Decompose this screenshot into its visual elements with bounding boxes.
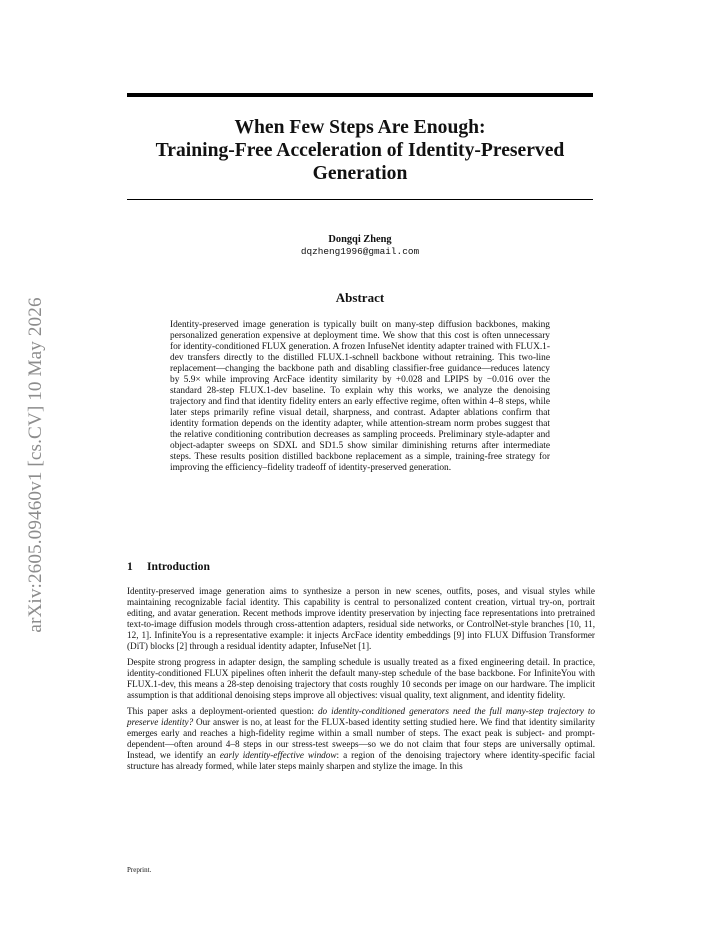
title-top-rule <box>127 93 593 97</box>
section-title: Introduction <box>147 560 210 573</box>
author-block <box>127 233 593 258</box>
footer-note: Preprint. <box>127 866 152 874</box>
section-number: 1 <box>127 560 133 573</box>
paragraph-3 <box>127 706 595 772</box>
key-term: early identity-effective window <box>219 750 337 760</box>
introduction-body <box>127 586 595 777</box>
paragraph-1: Identity-preserved image generation aims to synthesize a person in new scenes, outfits, poses, and visual styles while maintaining recognizable facial identity. This capability is central to personalized content creation, virtual try-on, portrait editing, and avatar generation. Recent methods improve identity preservation by injecting face representations into pretrained text-to-image diffusion models through cross-attention adapters, residual side networks, or ControlNet-style branches [10, 11, 12, 1]. InfiniteYou is a representative example: it injects ArcFace identity embeddings [9] into FLUX Diffusion Transformer (DiT) blocks [2] through a residual identity adapter, InfuseNet [1]. <box>127 586 595 651</box>
paper-title <box>127 116 593 185</box>
arxiv-stamp: arXiv:2605.09460v1 [cs.CV] 10 May 2026 <box>25 297 46 633</box>
author-name: Dongqi Zheng <box>328 234 392 245</box>
title-line-2: Training-Free Acceleration of Identity-Preserved <box>155 140 565 161</box>
title-bottom-rule <box>127 199 593 200</box>
section-heading <box>127 560 593 574</box>
paragraph-3-middle: Our answer is no, at least for the FLUX-based identity setting studied here. We find that identity similarity emerges early and reaches a high-fidelity regime within a small number of steps. The exact peak is subject- and prompt-dependent—often around 4–8 steps in our stress-test sweeps—so we do not claim that four steps are universally optimal. Instead, we identify an <box>127 717 596 760</box>
paragraph-3-end: : a region of the denoising trajectory where identity-specific facial structure has already formed, while later steps mainly sharpen and stylize the image. In this <box>127 750 595 771</box>
paragraph-3-lead: This paper asks a deployment-oriented question: <box>127 706 318 716</box>
paragraph-2: Despite strong progress in adapter design, the sampling schedule is usually treated as a fixed engineering detail. In practice, identity-conditioned FLUX pipelines often inherit the default many-step schedule of the base backbone. For InfiniteYou with FLUX.1-dev, this means a 28-step denoising trajectory that costs roughly 10 seconds per image on our hardware. The implicit assumption is that additional denoising steps improve all objectives: visual quality, text alignment, and identity fidelity. <box>127 657 595 700</box>
title-line-1: When Few Steps Are Enough: <box>234 117 486 138</box>
title-line-3: Generation <box>312 163 408 184</box>
abstract-heading: Abstract <box>335 290 385 305</box>
research-question: do identity-conditioned generators need the full many-step trajectory to preserve identity? <box>127 706 595 727</box>
author-email: dqzheng1996@gmail.com <box>300 246 420 257</box>
abstract-text: Identity-preserved image generation is typically built on many-step diffusion backbones, making personalized generation expensive at deployment time. We show that this cost is often unnecessary for identity-conditioned FLUX generation. A frozen InfuseNet identity adapter trained with FLUX.1-dev transfers directly to the distilled FLUX.1-schnell backbone without retraining. This two-line replacement—changing the backbone path and disabling classifier-free guidance—reduces latency by 5.9× while improving ArcFace identity similarity by +0.028 and LPIPS by −0.016 over the standard 28-step FLUX.1-dev baseline. To explain why this works, we analyze the denoising trajectory and find that identity fidelity enters an early effective regime, often within 4–8 steps, while later steps primarily refine visual detail, sharpness, and contrast. Adapter ablations confirm that identity formation depends on the identity adapter, while attention-stream norm probes suggest that the relative conditioning contribution decreases as sampling proceeds. Preliminary style-adapter and object-adapter sweeps on SDXL and SD1.5 show similar diminishing returns after intermediate steps. These results position distilled backbone replacement as a simple, training-free strategy for improving the efficiency–fidelity tradeoff of identity-preserved generation. <box>170 320 550 473</box>
